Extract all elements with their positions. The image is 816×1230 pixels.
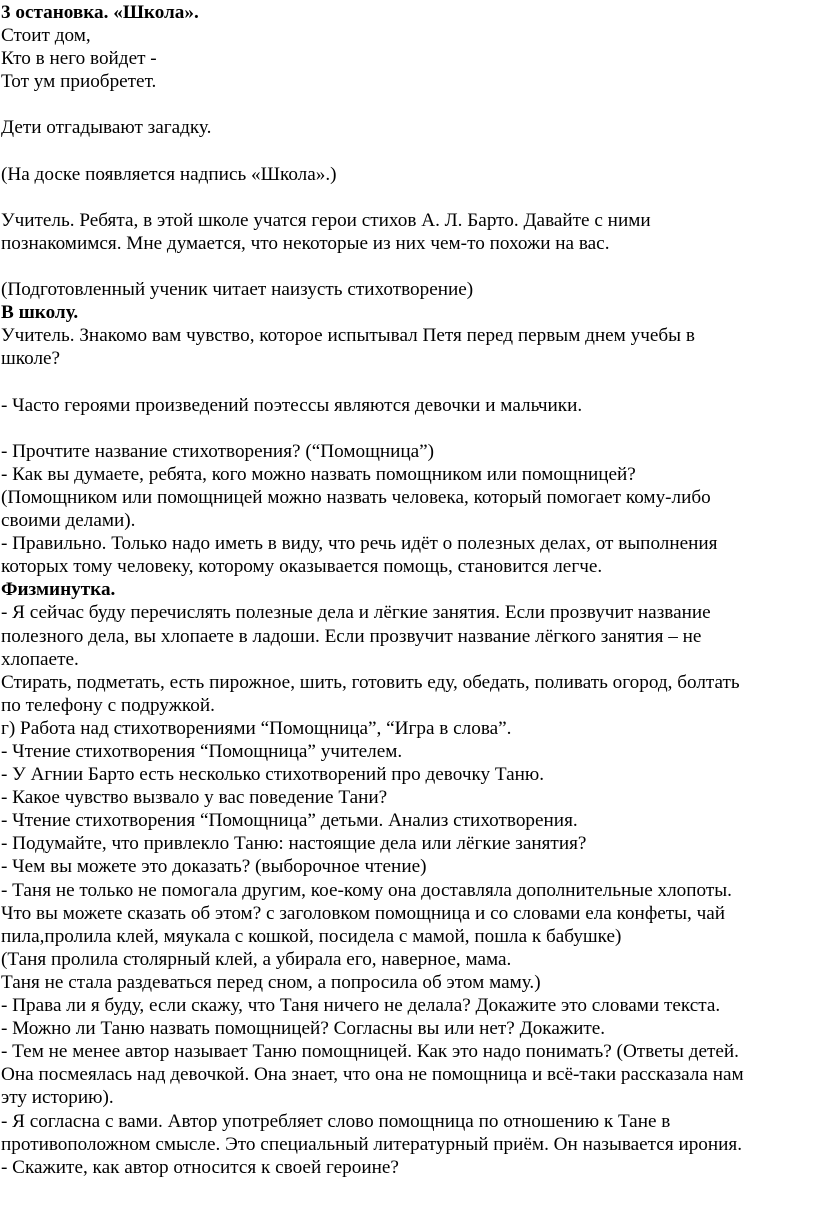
text-line: (Помощником или помощницей можно назвать человека, который помогает кому-либо: [1, 486, 711, 508]
text-line: - Прочтите название стихотворения? (“Помощница”): [1, 440, 435, 462]
text-line: - Можно ли Таню назвать помощницей? Согласны вы или нет? Докажите.: [1, 1018, 606, 1040]
text-line: противоположном смысле. Это специальный литературный приём. Он называется ирония.: [1, 1133, 743, 1155]
text-line: (На доске появляется надпись «Школа».): [1, 163, 337, 185]
text-line: Стирать, подметать, есть пирожное, шить, готовить еду, обедать, поливать огород, болтать: [1, 671, 740, 693]
text-line: - Чтение стихотворения “Помощница” детьми. Анализ стихотворения.: [1, 810, 578, 832]
text-line: - Какое чувство вызвало у вас поведение Тани?: [1, 787, 388, 809]
blank-line: [1, 255, 811, 278]
text-line: - Я согласна с вами. Автор употребляет слово помощница по отношению к Тане в: [1, 1110, 671, 1132]
text-line: пила,пролила клей, мяукала с кошкой, посидела с мамой, пошла к бабушке): [1, 925, 622, 947]
text-line: эту историю).: [1, 1087, 114, 1109]
text-line: Кто в него войдет -: [1, 48, 157, 70]
text-line: полезного дела, вы хлопаете в ладоши. Если прозвучит название лёгкого занятия – не: [1, 625, 702, 647]
text-line: - Часто героями произведений поэтессы являются девочки и мальчики.: [1, 394, 583, 416]
text-line: - Права ли я буду, если скажу, что Таня ничего не делала? Докажите это словами текста.: [1, 995, 721, 1017]
section-heading: 3 остановка. «Школа».: [1, 2, 199, 23]
document-body: [1, 1, 811, 1179]
blank-line: [1, 371, 811, 394]
text-line: - Чем вы можете это доказать? (выборочное чтение): [1, 856, 427, 878]
text-line: - У Агнии Барто есть несколько стихотворений про девочку Таню.: [1, 764, 545, 786]
text-line: Что вы можете сказать об этом? с заголовком помощница и со словами ела конфеты, чай: [1, 902, 726, 924]
text-line: по телефону с подружкой.: [1, 694, 215, 716]
text-line: школе?: [1, 348, 61, 370]
text-line: - Таня не только не помогала другим, кое-кому она доставляла дополнительные хлопоты.: [1, 879, 732, 901]
blank-line: [1, 186, 811, 209]
blank-line: [1, 140, 811, 163]
text-line: хлопаете.: [1, 648, 79, 670]
text-line: г) Работа над стихотворениями “Помощница”, “Игра в слова”.: [1, 717, 512, 739]
text-line: - Я сейчас буду перечислять полезные дела и лёгкие занятия. Если прозвучит название: [1, 602, 711, 624]
text-line: Дети отгадывают загадку.: [1, 117, 212, 139]
text-line: - Как вы думаете, ребята, кого можно назвать помощником или помощницей?: [1, 463, 636, 485]
text-line: Учитель. Знакомо вам чувство, которое испытывал Петя перед первым днем учебы в: [1, 325, 695, 347]
blank-line: [1, 93, 811, 116]
section-heading: В школу.: [1, 302, 79, 324]
text-line: Тот ум приобретет.: [1, 71, 157, 93]
text-line: - Тем не менее автор называет Таню помощницей. Как это надо понимать? (Ответы детей.: [1, 1041, 739, 1063]
section-heading: Физминутка.: [1, 579, 116, 601]
text-line: которых тому человеку, которому оказывается помощь, становится легче.: [1, 556, 603, 578]
blank-line: [1, 417, 811, 440]
text-line: - Скажите, как автор относится к своей героине?: [1, 1156, 399, 1178]
text-line: познакомимся. Мне думается, что некоторые из них чем-то похожи на вас.: [1, 232, 610, 254]
text-line: Учитель. Ребята, в этой школе учатся герои стихов А. Л. Барто. Давайте с ними: [1, 209, 651, 231]
text-line: Она посмеялась над девочкой. Она знает, что она не помощница и всё-таки рассказала нам: [1, 1064, 744, 1086]
text-line: (Подготовленный ученик читает наизусть стихотворение): [1, 279, 474, 301]
text-line: Стоит дом,: [1, 25, 91, 47]
text-line: своими делами).: [1, 510, 136, 532]
text-line: Таня не стала раздеваться перед сном, а попросила об этом маму.): [1, 971, 541, 993]
text-line: (Таня пролила столярный клей, а убирала его, наверное, мама.: [1, 948, 512, 970]
text-line: - Подумайте, что привлекло Таню: настоящие дела или лёгкие занятия?: [1, 833, 587, 855]
text-line: - Правильно. Только надо иметь в виду, что речь идёт о полезных делах, от выполнения: [1, 533, 718, 555]
text-line: - Чтение стихотворения “Помощница” учителем.: [1, 741, 403, 762]
